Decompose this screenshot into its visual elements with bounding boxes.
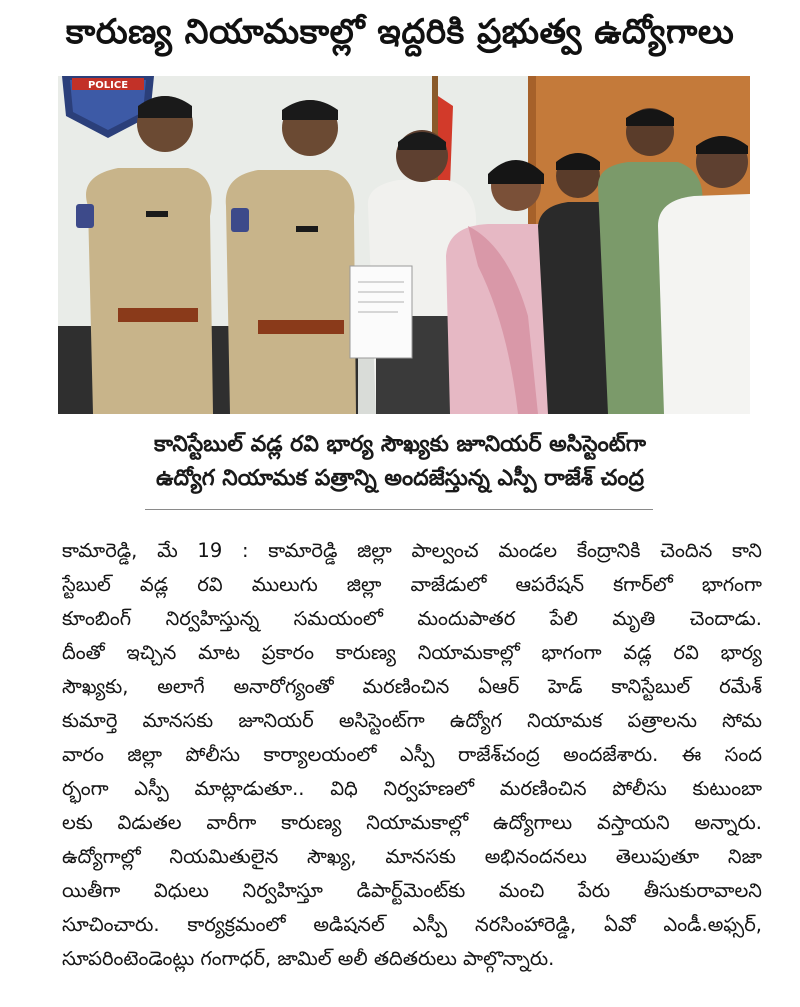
article-line: సౌఖ్యకు, అలాగే అనారోగ్యంతో మరణించిన ఏఆర్ హెడ్ కానిస్టేబుల్ రమేశ్ <box>62 675 762 698</box>
article-line: సూచించారు. కార్యక్రమంలో అడిషనల్ ఎస్పీ నరసింహారెడ్డి, ఏవో ఎండీ.అఫ్సర్, <box>62 913 762 936</box>
article-line: దీంతో ఇచ్చిన మాట ప్రకారం కారుణ్య నియామకాల్లో భాగంగా వడ్ల రవి భార్య <box>62 641 762 664</box>
article-line: కూంబింగ్ నిర్వహిస్తున్న సమయంలో మందుపాతర పేలి మృతి చెందాడు. <box>62 607 762 630</box>
article-line: ర్భంగా ఎస్పీ మాట్లాడుతూ.. విధి నిర్వహణలో మరణించిన పోలీసు కుటుంబా <box>62 777 762 800</box>
news-photo-illustration <box>58 76 750 414</box>
article-line: యితీగా విధులు నిర్వహిస్తూ డిపార్ట్‌మెంట్‌కు మంచి పేరు తీసుకురావాలని <box>62 879 762 902</box>
caption-divider <box>145 509 653 510</box>
article-line: వారం జిల్లా పోలీసు కార్యాలయంలో ఎస్పీ రాజేశ్‌చంద్ర అందజేశారు. ఈ సంద <box>62 743 762 766</box>
news-photo <box>58 76 750 414</box>
article-body <box>62 534 762 976</box>
article-line: ఉద్యోగాల్లో నియమితులైన సౌఖ్య, మానసకు అభినందనలు తెలుపుతూ నిజా <box>62 845 762 868</box>
article-line: సూపరింటెండెంట్లు గంగాధర్, జామిల్ అలీ తదితరులు పాల్గొన్నారు. <box>62 947 555 970</box>
photo-caption <box>40 428 760 496</box>
caption-line: ఉద్యోగ నియామక పత్రాన్ని అందజేస్తున్న ఎస్పీ రాజేశ్ చంద్ర <box>155 466 645 491</box>
article-line: కామారెడ్డి, మే 19 : కామారెడ్డి జిల్లా పాల్వంచ మండల కేంద్రానికి చెందిన కాని <box>62 539 762 562</box>
article-headline: కారుణ్య నియామకాల్లో ఇద్దరికి ప్రభుత్వ ఉద్యోగాలు <box>65 12 735 52</box>
article-line: కుమార్తె మానసకు జూనియర్ అసిస్టెంట్‌గా ఉద్యోగ నియామక పత్రాలను సోమ <box>62 709 762 732</box>
article-line: లకు విడుతల వారీగా కారుణ్య నియామకాల్లో ఉద్యోగాలు వస్తాయని అన్నారు. <box>62 811 762 834</box>
article-line: స్టేబుల్ వడ్ల రవి ములుగు జిల్లా వాజేడులో ఆపరేషన్ కగార్‌లో భాగంగా <box>62 573 762 596</box>
police-logo-text: POLICE <box>87 80 129 91</box>
caption-line: కానిస్టేబుల్ వడ్ల రవి భార్య సౌఖ్యకు జూనియర్ అసిస్టెంట్‌గా <box>153 432 647 457</box>
